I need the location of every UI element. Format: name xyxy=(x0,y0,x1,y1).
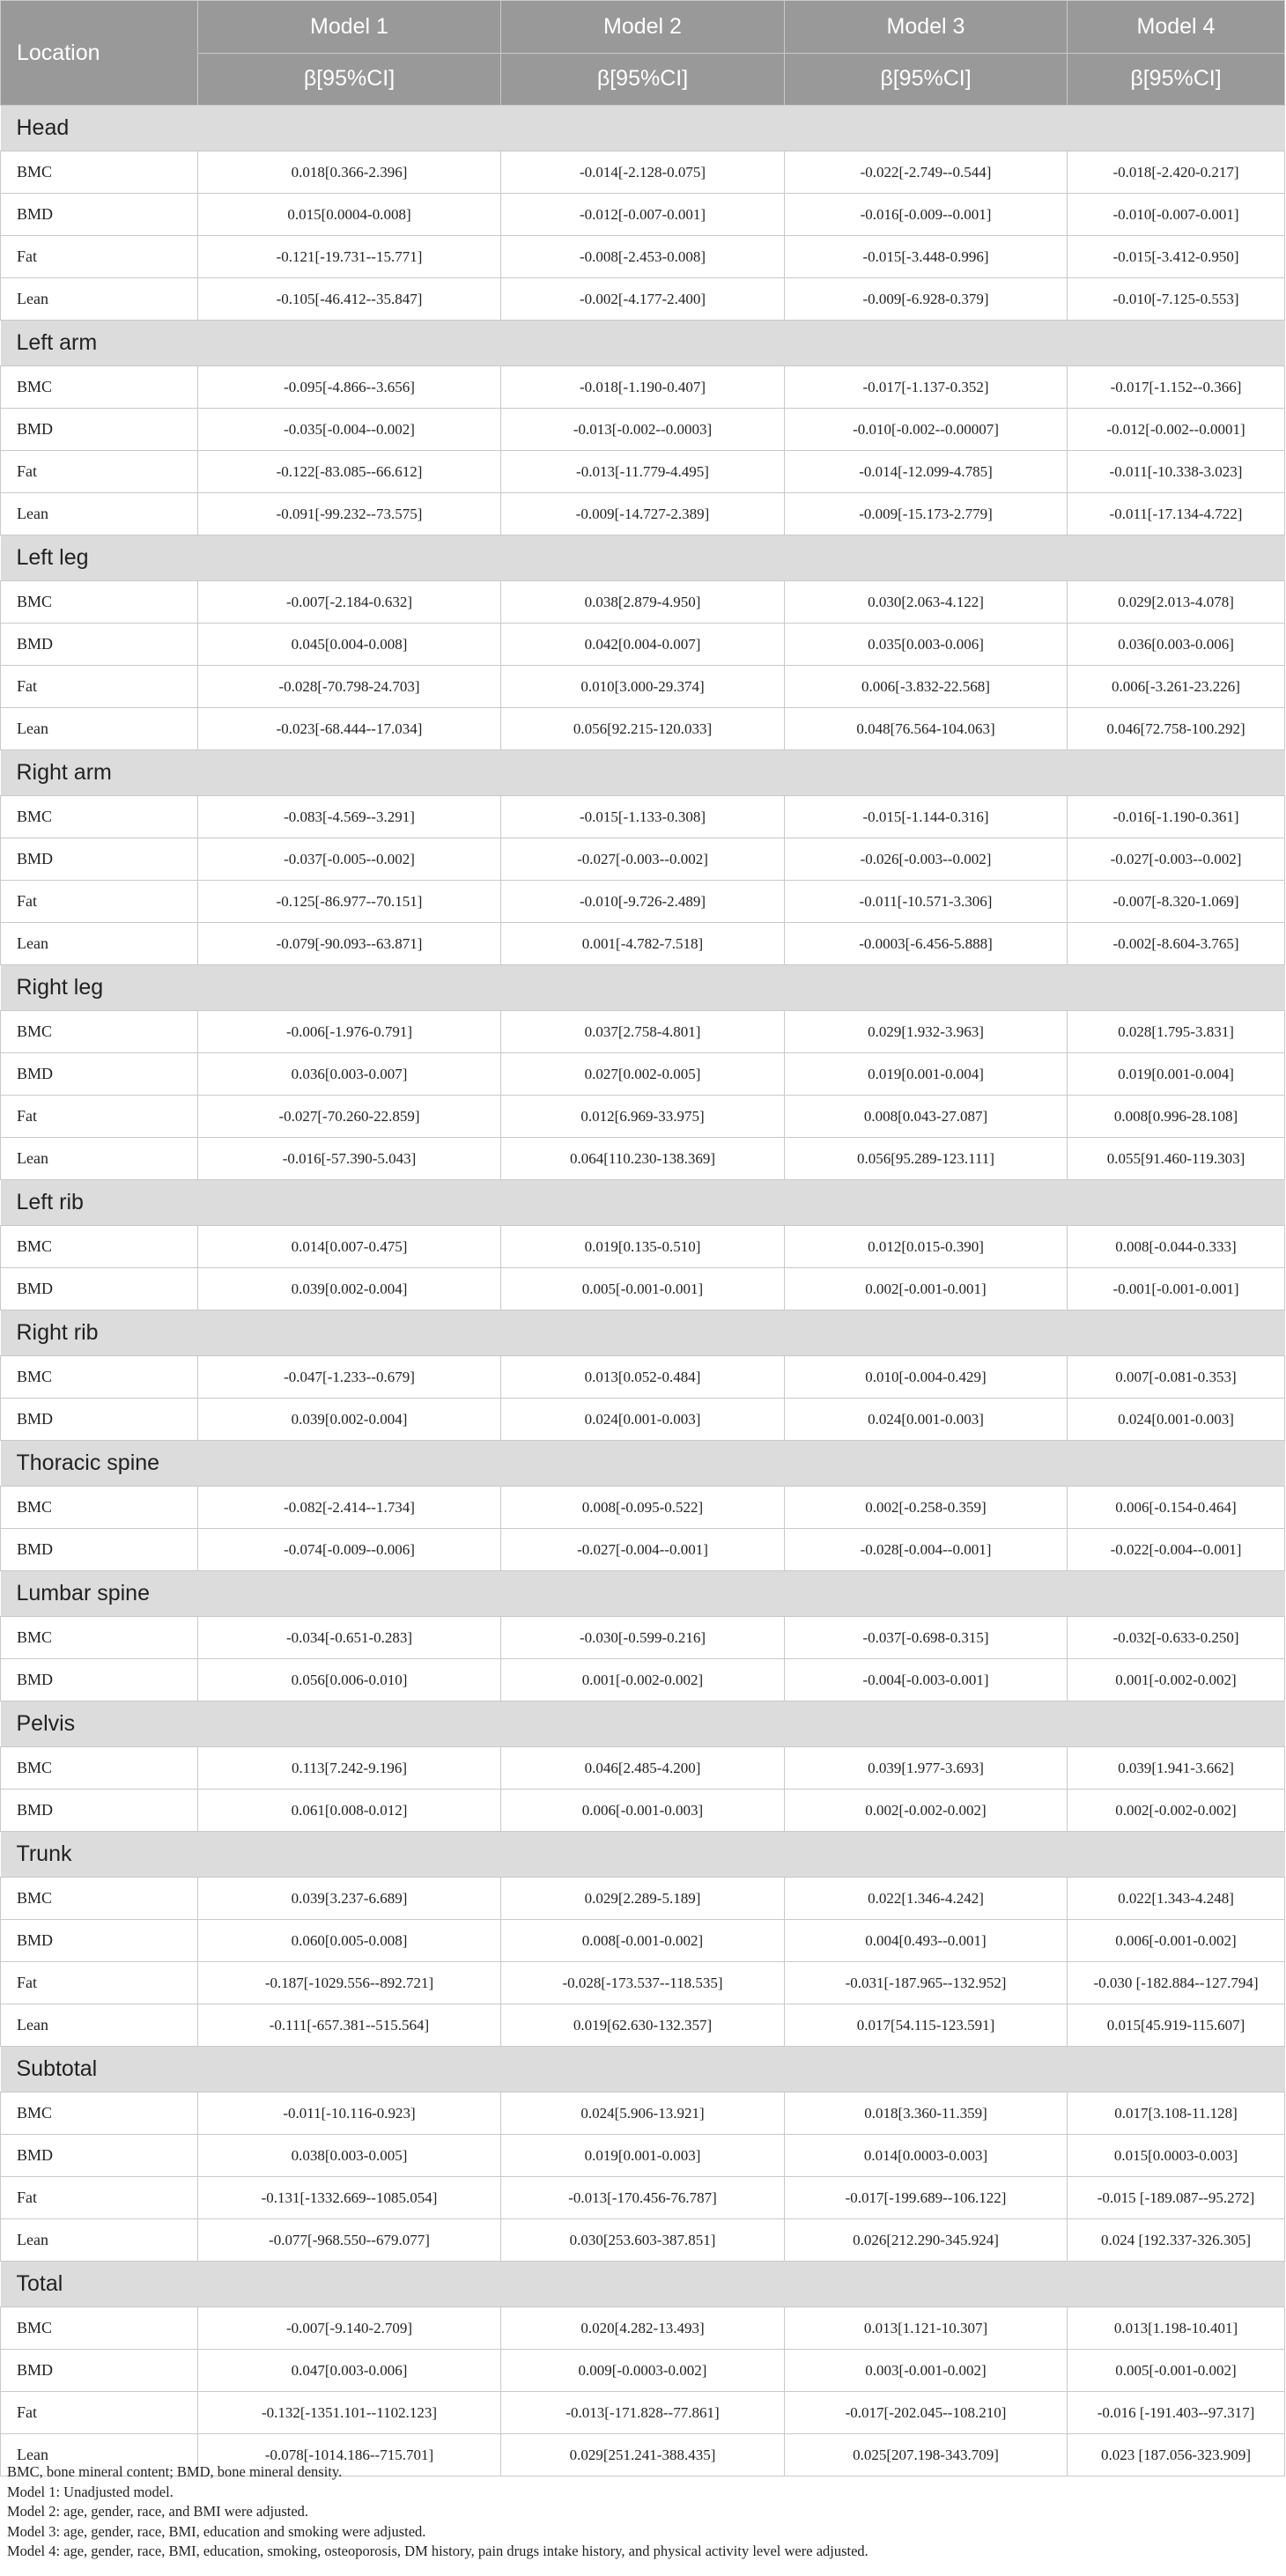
model-2-cell: 0.001[-0.002-0.002] xyxy=(501,1659,785,1701)
model-2-cell: 0.008[-0.001-0.002] xyxy=(501,1920,785,1962)
model-3-cell: 0.019[0.001-0.004] xyxy=(785,1053,1068,1096)
model-4-cell: -0.016 [-191.403--97.317] xyxy=(1068,2392,1285,2434)
table-row xyxy=(1,1138,1285,1180)
section-row xyxy=(1,1441,1285,1487)
model-2-cell: -0.008[-2.453-0.008] xyxy=(501,236,785,278)
model-4-cell: -0.015[-3.412-0.950] xyxy=(1068,236,1285,278)
model-3-cell: 0.014[0.0003-0.003] xyxy=(785,2135,1068,2177)
table-row xyxy=(1,923,1285,965)
measure-label: BMC xyxy=(1,1617,198,1659)
measure-label: BMC xyxy=(1,1878,198,1920)
table-row xyxy=(1,194,1285,236)
model-1-cell: -0.132[-1351.101--1102.123] xyxy=(198,2392,501,2434)
table-row xyxy=(1,236,1285,278)
model-1-cell: -0.027[-70.260-22.859] xyxy=(198,1096,501,1138)
table-row xyxy=(1,1053,1285,1096)
model-2-cell: -0.010[-9.726-2.489] xyxy=(501,881,785,923)
model-3-cell: 0.012[0.015-0.390] xyxy=(785,1226,1068,1268)
model-3-cell: 0.029[1.932-3.963] xyxy=(785,1011,1068,1053)
model-4-cell: 0.001[-0.002-0.002] xyxy=(1068,1659,1285,1701)
model-2-cell: -0.015[-1.133-0.308] xyxy=(501,796,785,838)
model-1-cell: -0.105[-46.412--35.847] xyxy=(198,278,501,321)
model-4-cell: 0.023 [187.056-323.909] xyxy=(1068,2434,1285,2476)
model-1-cell: -0.079[-90.093--63.871] xyxy=(198,923,501,965)
section-row xyxy=(1,750,1285,796)
model-2-cell: 0.056[92.215-120.033] xyxy=(501,708,785,750)
model-1-cell: -0.125[-86.977--70.151] xyxy=(198,881,501,923)
measure-label: BMD xyxy=(1,2135,198,2177)
model-3-cell: 0.024[0.001-0.003] xyxy=(785,1399,1068,1441)
measure-label: Lean xyxy=(1,708,198,750)
section-title: Right leg xyxy=(1,965,1285,1011)
measure-label: Lean xyxy=(1,1138,198,1180)
table-row xyxy=(1,1529,1285,1571)
model-1-cell: 0.045[0.004-0.008] xyxy=(198,624,501,666)
model-2-cell: 0.013[0.052-0.484] xyxy=(501,1356,785,1399)
model-4-cell: 0.015[0.0003-0.003] xyxy=(1068,2135,1285,2177)
table-header xyxy=(1,1,1285,106)
model-3-cell: -0.031[-187.965--132.952] xyxy=(785,1962,1068,2004)
measure-label: Lean xyxy=(1,278,198,321)
model-3-cell: 0.013[1.121-10.307] xyxy=(785,2307,1068,2350)
model-4-cell: 0.013[1.198-10.401] xyxy=(1068,2307,1285,2350)
model-4-cell: 0.006[-0.154-0.464] xyxy=(1068,1487,1285,1529)
model-4-cell: -0.030 [-182.884--127.794] xyxy=(1068,1962,1285,2004)
model-4-cell: 0.019[0.001-0.004] xyxy=(1068,1053,1285,1096)
section-title: Thoracic spine xyxy=(1,1441,1285,1487)
section-title: Trunk xyxy=(1,1832,1285,1878)
model-3-cell: -0.014[-12.099-4.785] xyxy=(785,451,1068,493)
model-2-cell: 0.046[2.485-4.200] xyxy=(501,1747,785,1790)
model-1-cell: -0.187[-1029.556--892.721] xyxy=(198,1962,501,2004)
section-title: Subtotal xyxy=(1,2047,1285,2093)
model-1-header: Model 1 xyxy=(198,1,501,54)
section-title: Pelvis xyxy=(1,1701,1285,1747)
measure-label: BMC xyxy=(1,1226,198,1268)
table-row xyxy=(1,881,1285,923)
model-3-cell: -0.028[-0.004--0.001] xyxy=(785,1529,1068,1571)
model-4-cell: -0.032[-0.633-0.250] xyxy=(1068,1617,1285,1659)
model-3-cell: -0.026[-0.003--0.002] xyxy=(785,838,1068,881)
section-title: Right arm xyxy=(1,750,1285,796)
model-3-cell: -0.015[-1.144-0.316] xyxy=(785,796,1068,838)
model-2-cell: -0.027[-0.004--0.001] xyxy=(501,1529,785,1571)
model-1-cell: -0.083[-4.569--3.291] xyxy=(198,796,501,838)
model-2-cell: 0.029[2.289-5.189] xyxy=(501,1878,785,1920)
model-2-cell: -0.013[-11.779-4.495] xyxy=(501,451,785,493)
measure-label: Fat xyxy=(1,666,198,708)
model-3-cell: -0.017[-202.045--108.210] xyxy=(785,2392,1068,2434)
measure-label: BMD xyxy=(1,194,198,236)
measure-label: BMD xyxy=(1,1659,198,1701)
measure-label: Fat xyxy=(1,1962,198,2004)
measure-label: Lean xyxy=(1,2434,198,2476)
measure-label: BMC xyxy=(1,1011,198,1053)
section-row xyxy=(1,1832,1285,1878)
model-1-cell: -0.077[-968.550--679.077] xyxy=(198,2219,501,2262)
table-row xyxy=(1,838,1285,881)
table-row xyxy=(1,2135,1285,2177)
measure-label: BMC xyxy=(1,2093,198,2135)
model-1-cell: -0.121[-19.731--15.771] xyxy=(198,236,501,278)
table-row xyxy=(1,581,1285,624)
measure-label: BMC xyxy=(1,151,198,194)
model-2-cell: -0.002[-4.177-2.400] xyxy=(501,278,785,321)
section-row xyxy=(1,2047,1285,2093)
model-4-cell: -0.010[-7.125-0.553] xyxy=(1068,278,1285,321)
measure-label: Fat xyxy=(1,881,198,923)
footnotes xyxy=(7,2462,1275,2562)
measure-label: Lean xyxy=(1,923,198,965)
model-1-cell: -0.122[-83.085--66.612] xyxy=(198,451,501,493)
table-row xyxy=(1,1878,1285,1920)
model-2-cell: -0.012[-0.007-0.001] xyxy=(501,194,785,236)
measure-label: Lean xyxy=(1,2219,198,2262)
model-1-cell: -0.078[-1014.186--715.701] xyxy=(198,2434,501,2476)
table-row xyxy=(1,1962,1285,2004)
model-1-cell: -0.082[-2.414--1.734] xyxy=(198,1487,501,1529)
measure-label: BMD xyxy=(1,1399,198,1441)
model-2-cell: -0.030[-0.599-0.216] xyxy=(501,1617,785,1659)
model-3-cell: -0.016[-0.009--0.001] xyxy=(785,194,1068,236)
model-1-cell: 0.018[0.366-2.396] xyxy=(198,151,501,194)
model-1-cell: -0.095[-4.866--3.656] xyxy=(198,366,501,409)
model-3-cell: 0.056[95.289-123.111] xyxy=(785,1138,1068,1180)
model-4-cell: 0.022[1.343-4.248] xyxy=(1068,1878,1285,1920)
model-4-cell: 0.036[0.003-0.006] xyxy=(1068,624,1285,666)
model-3-cell: 0.002[-0.002-0.002] xyxy=(785,1790,1068,1832)
model-3-cell: 0.002[-0.258-0.359] xyxy=(785,1487,1068,1529)
model-2-cell: -0.013[-0.002--0.0003] xyxy=(501,409,785,451)
table-row xyxy=(1,366,1285,409)
table-row xyxy=(1,708,1285,750)
model-2-cell: 0.009[-0.0003-0.002] xyxy=(501,2350,785,2392)
table-row xyxy=(1,1487,1285,1529)
section-row xyxy=(1,2262,1285,2307)
section-row xyxy=(1,1180,1285,1226)
model-2-cell: 0.001[-4.782-7.518] xyxy=(501,923,785,965)
section-row xyxy=(1,1701,1285,1747)
model-1-cell: 0.060[0.005-0.008] xyxy=(198,1920,501,1962)
model-4-cell: 0.029[2.013-4.078] xyxy=(1068,581,1285,624)
model-3-cell: -0.037[-0.698-0.315] xyxy=(785,1617,1068,1659)
measure-label: Lean xyxy=(1,2004,198,2047)
model-4-cell: -0.017[-1.152--0.366] xyxy=(1068,366,1285,409)
model-2-cell: -0.018[-1.190-0.407] xyxy=(501,366,785,409)
table-row xyxy=(1,1399,1285,1441)
table-row xyxy=(1,1096,1285,1138)
model-3-cell: -0.0003[-6.456-5.888] xyxy=(785,923,1068,965)
model-2-cell: -0.014[-2.128-0.075] xyxy=(501,151,785,194)
table-row xyxy=(1,1356,1285,1399)
section-row xyxy=(1,1571,1285,1617)
footnote: Model 1: Unadjusted model. xyxy=(7,2483,174,2500)
model-1-cell: -0.023[-68.444--17.034] xyxy=(198,708,501,750)
table-row xyxy=(1,624,1285,666)
model-2-cell: 0.024[0.001-0.003] xyxy=(501,1399,785,1441)
model-2-cell: 0.037[2.758-4.801] xyxy=(501,1011,785,1053)
table-row xyxy=(1,666,1285,708)
measure-label: BMC xyxy=(1,581,198,624)
section-title: Right rib xyxy=(1,1310,1285,1356)
model-1-cell: 0.061[0.008-0.012] xyxy=(198,1790,501,1832)
section-title: Left leg xyxy=(1,535,1285,581)
model-1-cell: 0.056[0.006-0.010] xyxy=(198,1659,501,1701)
model-4-cell: -0.027[-0.003--0.002] xyxy=(1068,838,1285,881)
model-4-cell: -0.011[-17.134-4.722] xyxy=(1068,493,1285,535)
model-1-cell: 0.039[0.002-0.004] xyxy=(198,1268,501,1310)
model-1-cell: 0.039[3.237-6.689] xyxy=(198,1878,501,1920)
model-3-cell: -0.017[-1.137-0.352] xyxy=(785,366,1068,409)
model-3-cell: 0.018[3.360-11.359] xyxy=(785,2093,1068,2135)
model-4-cell: 0.039[1.941-3.662] xyxy=(1068,1747,1285,1790)
measure-label: BMD xyxy=(1,1790,198,1832)
model-2-cell: 0.029[251.241-388.435] xyxy=(501,2434,785,2476)
model-2-header: Model 2 xyxy=(501,1,785,54)
model-4-cell: 0.017[3.108-11.128] xyxy=(1068,2093,1285,2135)
table-row xyxy=(1,2219,1285,2262)
model-1-cell: -0.006[-1.976-0.791] xyxy=(198,1011,501,1053)
section-title: Left rib xyxy=(1,1180,1285,1226)
model-3-cell: 0.025[207.198-343.709] xyxy=(785,2434,1068,2476)
model-2-cell: 0.027[0.002-0.005] xyxy=(501,1053,785,1096)
model-2-cell: 0.012[6.969-33.975] xyxy=(501,1096,785,1138)
model-2-cell: 0.030[253.603-387.851] xyxy=(501,2219,785,2262)
table-row xyxy=(1,2177,1285,2219)
section-title: Lumbar spine xyxy=(1,1571,1285,1617)
model-4-cell: 0.002[-0.002-0.002] xyxy=(1068,1790,1285,1832)
model-1-cell: -0.007[-9.140-2.709] xyxy=(198,2307,501,2350)
model-4-cell: -0.010[-0.007-0.001] xyxy=(1068,194,1285,236)
table-row xyxy=(1,2093,1285,2135)
model-4-cell: 0.006[-0.001-0.002] xyxy=(1068,1920,1285,1962)
measure-label: BMD xyxy=(1,409,198,451)
measure-label: BMD xyxy=(1,1529,198,1571)
model-2-cell: 0.064[110.230-138.369] xyxy=(501,1138,785,1180)
model-4-cell: -0.011[-10.338-3.023] xyxy=(1068,451,1285,493)
footnote: BMC, bone mineral content; BMD, bone mineral density. xyxy=(7,2463,343,2480)
table-row xyxy=(1,2392,1285,2434)
model-4-cell: 0.015[45.919-115.607] xyxy=(1068,2004,1285,2047)
model-3-header: Model 3 xyxy=(785,1,1068,54)
model-3-cell: 0.010[-0.004-0.429] xyxy=(785,1356,1068,1399)
measure-label: BMD xyxy=(1,838,198,881)
table-row xyxy=(1,1659,1285,1701)
measure-label: BMC xyxy=(1,1747,198,1790)
model-4-cell: -0.001[-0.001-0.001] xyxy=(1068,1268,1285,1310)
beta-ci-header: β[95%CI] xyxy=(198,53,501,106)
model-4-cell: 0.028[1.795-3.831] xyxy=(1068,1011,1285,1053)
table-row xyxy=(1,1790,1285,1832)
model-2-cell: 0.005[-0.001-0.001] xyxy=(501,1268,785,1310)
model-4-cell: 0.005[-0.001-0.002] xyxy=(1068,2350,1285,2392)
model-1-cell: -0.074[-0.009--0.006] xyxy=(198,1529,501,1571)
model-2-cell: 0.008[-0.095-0.522] xyxy=(501,1487,785,1529)
model-4-cell: -0.015 [-189.087--95.272] xyxy=(1068,2177,1285,2219)
model-2-cell: 0.024[5.906-13.921] xyxy=(501,2093,785,2135)
table-row xyxy=(1,1747,1285,1790)
table-row xyxy=(1,451,1285,493)
model-1-cell: -0.047[-1.233--0.679] xyxy=(198,1356,501,1399)
model-2-cell: 0.006[-0.001-0.003] xyxy=(501,1790,785,1832)
model-1-cell: 0.015[0.0004-0.008] xyxy=(198,194,501,236)
section-row xyxy=(1,535,1285,581)
beta-ci-header: β[95%CI] xyxy=(501,53,785,106)
model-3-cell: -0.009[-15.173-2.779] xyxy=(785,493,1068,535)
model-1-cell: -0.011[-10.116-0.923] xyxy=(198,2093,501,2135)
model-3-cell: -0.011[-10.571-3.306] xyxy=(785,881,1068,923)
model-1-cell: -0.091[-99.232--73.575] xyxy=(198,493,501,535)
measure-label: BMC xyxy=(1,796,198,838)
measure-label: BMC xyxy=(1,1487,198,1529)
model-3-cell: 0.017[54.115-123.591] xyxy=(785,2004,1068,2047)
model-4-cell: 0.055[91.460-119.303] xyxy=(1068,1138,1285,1180)
table-row xyxy=(1,278,1285,321)
measure-label: BMD xyxy=(1,1268,198,1310)
beta-ci-header: β[95%CI] xyxy=(1068,53,1285,106)
model-4-header: Model 4 xyxy=(1068,1,1285,54)
model-1-cell: 0.038[0.003-0.005] xyxy=(198,2135,501,2177)
model-4-cell: -0.016[-1.190-0.361] xyxy=(1068,796,1285,838)
model-4-cell: 0.006[-3.261-23.226] xyxy=(1068,666,1285,708)
table-row xyxy=(1,1920,1285,1962)
measure-label: Fat xyxy=(1,2392,198,2434)
footnote: Model 2: age, gender, race, and BMI were adjusted. xyxy=(7,2503,309,2520)
model-2-cell: -0.013[-170.456-76.787] xyxy=(501,2177,785,2219)
model-3-cell: -0.009[-6.928-0.379] xyxy=(785,278,1068,321)
table-row xyxy=(1,151,1285,194)
model-4-cell: 0.024 [192.337-326.305] xyxy=(1068,2219,1285,2262)
model-4-cell: 0.008[-0.044-0.333] xyxy=(1068,1226,1285,1268)
measure-label: Fat xyxy=(1,2177,198,2219)
model-3-cell: 0.004[0.493--0.001] xyxy=(785,1920,1068,1962)
model-4-cell: 0.024[0.001-0.003] xyxy=(1068,1399,1285,1441)
model-3-cell: 0.048[76.564-104.063] xyxy=(785,708,1068,750)
model-3-cell: 0.008[0.043-27.087] xyxy=(785,1096,1068,1138)
model-4-cell: 0.046[72.758-100.292] xyxy=(1068,708,1285,750)
model-1-cell: 0.113[7.242-9.196] xyxy=(198,1747,501,1790)
section-title: Left arm xyxy=(1,321,1285,366)
table-row xyxy=(1,2004,1285,2047)
model-1-cell: -0.037[-0.005--0.002] xyxy=(198,838,501,881)
model-1-cell: 0.039[0.002-0.004] xyxy=(198,1399,501,1441)
model-4-cell: -0.007[-8.320-1.069] xyxy=(1068,881,1285,923)
model-3-cell: 0.022[1.346-4.242] xyxy=(785,1878,1068,1920)
location-header: Location xyxy=(1,1,198,106)
table-row xyxy=(1,409,1285,451)
beta-ci-header: β[95%CI] xyxy=(785,53,1068,106)
table-row xyxy=(1,1011,1285,1053)
section-title: Head xyxy=(1,106,1285,151)
table-row xyxy=(1,1268,1285,1310)
model-3-cell: -0.022[-2.749--0.544] xyxy=(785,151,1068,194)
model-3-cell: -0.015[-3.448-0.996] xyxy=(785,236,1068,278)
model-3-cell: 0.039[1.977-3.693] xyxy=(785,1747,1068,1790)
model-4-cell: -0.018[-2.420-0.217] xyxy=(1068,151,1285,194)
measure-label: BMC xyxy=(1,366,198,409)
table-row xyxy=(1,2350,1285,2392)
table-body xyxy=(1,106,1285,2476)
model-4-cell: -0.012[-0.002--0.0001] xyxy=(1068,409,1285,451)
measure-label: BMD xyxy=(1,1920,198,1962)
model-2-cell: 0.042[0.004-0.007] xyxy=(501,624,785,666)
table-row xyxy=(1,1617,1285,1659)
model-3-cell: -0.004[-0.003-0.001] xyxy=(785,1659,1068,1701)
model-1-cell: 0.014[0.007-0.475] xyxy=(198,1226,501,1268)
model-1-cell: -0.131[-1332.669--1085.054] xyxy=(198,2177,501,2219)
measure-label: BMC xyxy=(1,1356,198,1399)
model-3-cell: 0.030[2.063-4.122] xyxy=(785,581,1068,624)
model-2-cell: 0.019[0.001-0.003] xyxy=(501,2135,785,2177)
model-1-cell: -0.016[-57.390-5.043] xyxy=(198,1138,501,1180)
footnote: Model 3: age, gender, race, BMI, education and smoking were adjusted. xyxy=(7,2522,426,2540)
model-3-cell: -0.017[-199.689--106.122] xyxy=(785,2177,1068,2219)
model-2-cell: 0.019[62.630-132.357] xyxy=(501,2004,785,2047)
section-title: Total xyxy=(1,2262,1285,2307)
section-row xyxy=(1,1310,1285,1356)
measure-label: Lean xyxy=(1,493,198,535)
model-2-cell: -0.013[-171.828--77.861] xyxy=(501,2392,785,2434)
model-4-cell: -0.002[-8.604-3.765] xyxy=(1068,923,1285,965)
model-1-cell: -0.035[-0.004--0.002] xyxy=(198,409,501,451)
model-3-cell: -0.010[-0.002--0.00007] xyxy=(785,409,1068,451)
model-2-cell: 0.010[3.000-29.374] xyxy=(501,666,785,708)
model-3-cell: 0.002[-0.001-0.001] xyxy=(785,1268,1068,1310)
model-2-cell: -0.028[-173.537--118.535] xyxy=(501,1962,785,2004)
model-1-cell: -0.028[-70.798-24.703] xyxy=(198,666,501,708)
model-2-cell: 0.020[4.282-13.493] xyxy=(501,2307,785,2350)
model-4-cell: 0.007[-0.081-0.353] xyxy=(1068,1356,1285,1399)
table-row xyxy=(1,1226,1285,1268)
model-2-cell: 0.019[0.135-0.510] xyxy=(501,1226,785,1268)
model-3-cell: 0.035[0.003-0.006] xyxy=(785,624,1068,666)
model-3-cell: 0.003[-0.001-0.002] xyxy=(785,2350,1068,2392)
table-row xyxy=(1,2307,1285,2350)
model-1-cell: -0.034[-0.651-0.283] xyxy=(198,1617,501,1659)
model-2-cell: -0.027[-0.003--0.002] xyxy=(501,838,785,881)
section-row xyxy=(1,321,1285,366)
section-row xyxy=(1,106,1285,151)
measure-label: BMD xyxy=(1,2350,198,2392)
measure-label: BMD xyxy=(1,624,198,666)
measure-label: BMC xyxy=(1,2307,198,2350)
model-3-cell: 0.026[212.290-345.924] xyxy=(785,2219,1068,2262)
measure-label: BMD xyxy=(1,1053,198,1096)
table-row xyxy=(1,796,1285,838)
section-row xyxy=(1,965,1285,1011)
model-2-cell: -0.009[-14.727-2.389] xyxy=(501,493,785,535)
model-4-cell: -0.022[-0.004--0.001] xyxy=(1068,1529,1285,1571)
footnote: Model 4: age, gender, race, BMI, education, smoking, osteoporosis, DM history, pain drugs intake history, and physical activity level were adjusted. xyxy=(7,2543,868,2559)
measure-label: Fat xyxy=(1,236,198,278)
model-3-cell: 0.006[-3.832-22.568] xyxy=(785,666,1068,708)
measure-label: Fat xyxy=(1,451,198,493)
model-1-cell: 0.047[0.003-0.006] xyxy=(198,2350,501,2392)
model-1-cell: -0.007[-2.184-0.632] xyxy=(198,581,501,624)
model-1-cell: 0.036[0.003-0.007] xyxy=(198,1053,501,1096)
measure-label: Fat xyxy=(1,1096,198,1138)
model-1-cell: -0.111[-657.381--515.564] xyxy=(198,2004,501,2047)
model-4-cell: 0.008[0.996-28.108] xyxy=(1068,1096,1285,1138)
model-2-cell: 0.038[2.879-4.950] xyxy=(501,581,785,624)
table-row xyxy=(1,493,1285,535)
